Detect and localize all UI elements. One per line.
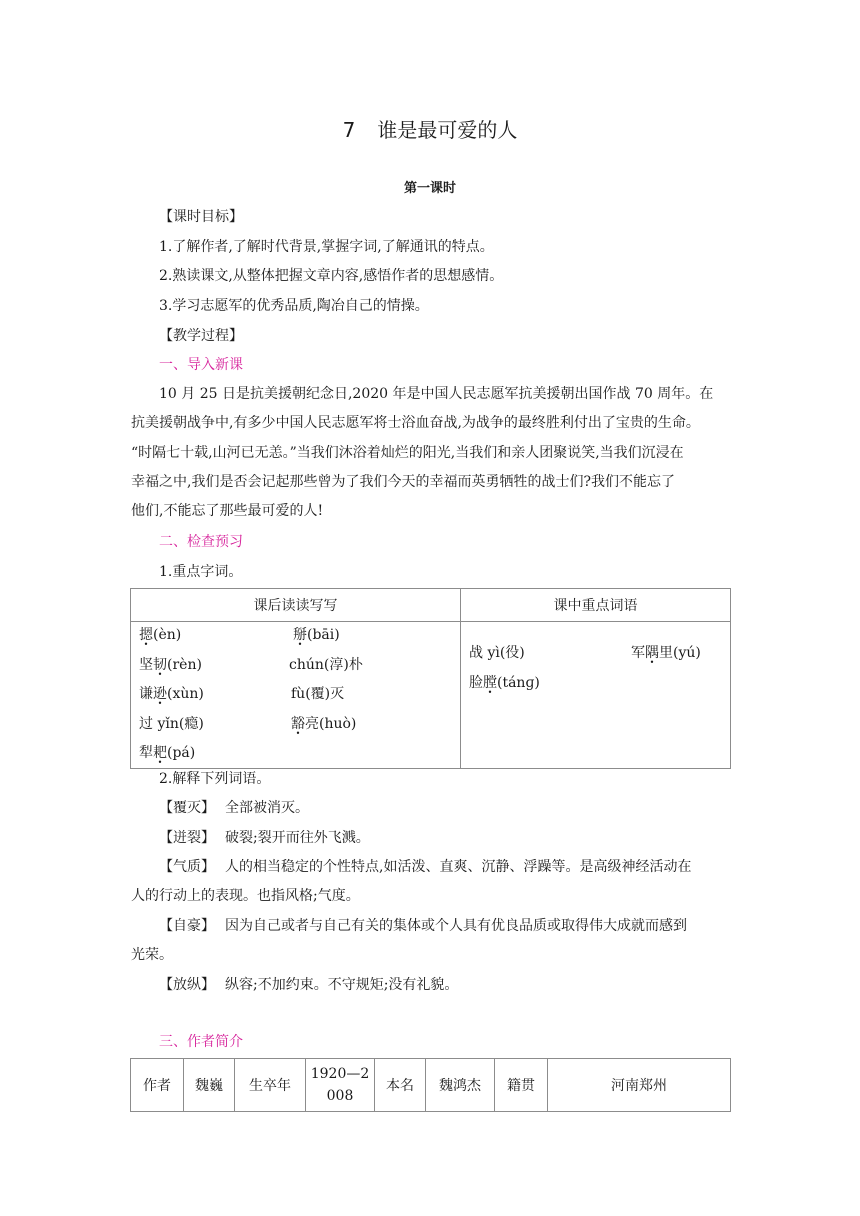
section-heading-intro: 一、导入新课: [159, 357, 243, 373]
term-definition-cont: 光荣。: [131, 947, 173, 963]
vocab-word: chún(淳)朴: [289, 657, 363, 673]
vocab-header-left: 课后读读写写: [131, 589, 461, 622]
author-cell: 作者: [131, 1059, 184, 1112]
vocab-word: 犁耙(pá): [139, 745, 196, 761]
goal-item: 2.熟读课文,从整体把握文章内容,感悟作者的思想感情。: [159, 268, 504, 284]
author-cell: 魏鸿杰: [426, 1059, 495, 1112]
lesson-number: 7: [342, 118, 356, 142]
term-label: 【气质】: [159, 859, 215, 875]
term-label: 【迸裂】: [159, 830, 215, 846]
term-label: 【自豪】: [159, 918, 215, 934]
term-definition: 全部被消灭。: [225, 800, 309, 816]
vocab-subheading: 1.重点字词。: [159, 564, 243, 580]
lesson-title: [0, 114, 860, 143]
vocab-word: 过 yǐn(瘾): [139, 716, 204, 732]
author-cell: 魏巍: [184, 1059, 235, 1112]
vocab-word: 坚韧(rèn): [139, 657, 202, 673]
term-definition: 破裂;裂开而往外飞溅。: [225, 830, 370, 846]
term-definition: 因为自己或者与自己有关的集体或个人具有优良品质或取得伟大成就而感到: [225, 918, 687, 934]
intro-line: “时隔七十载,山河已无恙。”当我们沐浴着灿烂的阳光,当我们和亲人团聚说笑,当我们沉浸在: [131, 445, 684, 461]
author-cell: 籍贯: [495, 1059, 548, 1112]
vocab-word: fù(覆)灭: [291, 686, 345, 702]
author-cell: 本名: [375, 1059, 426, 1112]
vocab-word: 脸膛(tánɡ): [469, 675, 540, 691]
vocab-word: 豁亮(huò): [291, 716, 357, 732]
section-heading-preview: 二、检查预习: [159, 534, 243, 550]
term-entry: [159, 915, 687, 935]
intro-line: 他们,不能忘了那些最可爱的人!: [131, 503, 324, 519]
terms-subheading: 2.解释下列词语。: [159, 771, 271, 787]
vocab-cell-left: [131, 622, 461, 769]
author-cell: 河南郑州: [548, 1059, 731, 1112]
author-table: [130, 1058, 731, 1112]
author-cell: 1920—2008: [306, 1059, 375, 1112]
term-label: 【覆灭】: [159, 800, 215, 816]
term-entry: [159, 827, 370, 847]
vocab-word: 掰(bāi): [293, 627, 340, 643]
lesson-subtitle: 第一课时: [403, 181, 456, 196]
author-cell: 生卒年: [235, 1059, 306, 1112]
goal-item: 1.了解作者,了解时代背景,掌握字词,了解通讯的特点。: [159, 239, 494, 255]
intro-line: 10 月 25 日是抗美援朝纪念日,2020 年是中国人民志愿军抗美援朝出国作战 70 周年。在: [159, 386, 714, 402]
vocab-cell-right: [461, 622, 731, 769]
term-entry: [159, 797, 309, 817]
goals-heading: 【课时目标】: [159, 209, 243, 225]
term-label: 【放纵】: [159, 977, 215, 993]
term-definition-cont: 人的行动上的表现。也指风格;气度。: [131, 888, 360, 904]
term-entry: [159, 856, 691, 876]
vocab-table: [130, 588, 731, 769]
vocab-word: 摁(èn): [139, 627, 182, 643]
intro-line: 幸福之中,我们是否会记起那些曾为了我们今天的幸福而英勇牺牲的战士们?我们不能忘了: [131, 474, 675, 490]
goal-item: 3.学习志愿军的优秀品质,陶冶自己的情操。: [159, 298, 429, 314]
term-definition: 纵容;不加约束。不守规矩;没有礼貌。: [225, 977, 459, 993]
vocab-word: 战 yì(役): [469, 645, 525, 661]
process-heading: 【教学过程】: [159, 328, 243, 344]
section-heading-author: 三、作者简介: [159, 1034, 243, 1050]
vocab-header-right: 课中重点词语: [461, 589, 731, 622]
vocab-word: 谦逊(xùn): [139, 686, 204, 702]
intro-line: 抗美援朝战争中,有多少中国人民志愿军将士浴血奋战,为战争的最终胜利付出了宝贵的生命。: [131, 415, 700, 431]
term-definition: 人的相当稳定的个性特点,如活泼、直爽、沉静、浮躁等。是高级神经活动在: [225, 859, 692, 875]
lesson-title-text: 谁是最可爱的人: [377, 118, 518, 142]
vocab-word: 军隅里(yú): [631, 645, 701, 661]
term-entry: [159, 974, 458, 994]
